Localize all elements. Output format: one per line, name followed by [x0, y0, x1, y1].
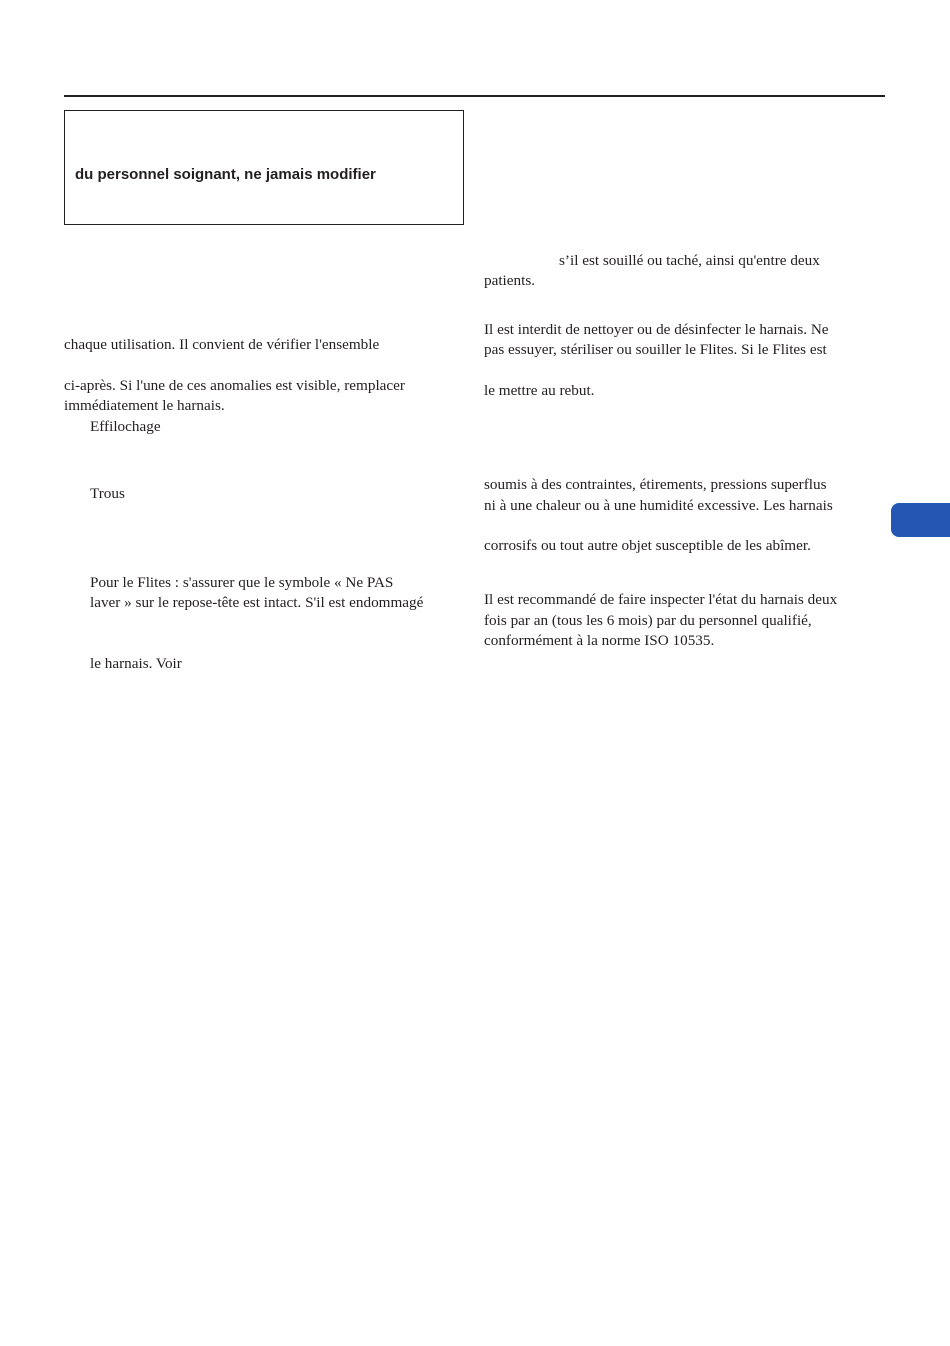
- right-para2-line2: pas essuyer, stériliser ou souiller le Flites. Si le Flites est: [484, 341, 827, 358]
- right-para1-line2: patients.: [484, 272, 536, 289]
- right-para1-line1: s’il est souillé ou taché, ainsi qu'entre deux: [559, 252, 820, 269]
- right-para2-line3: le mettre au rebut.: [484, 382, 595, 399]
- header-rule: [64, 95, 885, 97]
- list-item-holes: Trous: [90, 485, 125, 502]
- list-item-fraying: Effilochage: [90, 418, 161, 435]
- right-para4-line1: Il est recommandé de faire inspecter l'état du harnais deux: [484, 591, 838, 608]
- warning-box: [64, 110, 464, 225]
- list-item-flites-line1: Pour le Flites : s'assurer que le symbole « Ne PAS: [90, 574, 394, 591]
- right-para4-line2: fois par an (tous les 6 mois) par du personnel qualifié,: [484, 612, 812, 629]
- section-tab-marker: [891, 503, 950, 537]
- left-para1-line1: chaque utilisation. Il convient de vérifier l'ensemble: [64, 336, 380, 353]
- warning-text: du personnel soignant, ne jamais modifier: [75, 166, 376, 183]
- left-para1-line2: ci-après. Si l'une de ces anomalies est visible, remplacer: [64, 377, 405, 394]
- right-para4-line3: conformément à la norme ISO 10535.: [484, 632, 715, 649]
- right-para2-line1: Il est interdit de nettoyer ou de désinfecter le harnais. Ne: [484, 321, 829, 338]
- left-para1-line3: immédiatement le harnais.: [64, 397, 225, 414]
- right-para3-line3: corrosifs ou tout autre objet susceptible de les abîmer.: [484, 537, 811, 554]
- list-item-flites-line2: laver » sur le repose-tête est intact. S'il est endommagé: [90, 594, 424, 611]
- list-item-see-reference: le harnais. Voir: [90, 655, 182, 672]
- right-para3-line2: ni à une chaleur ou à une humidité excessive. Les harnais: [484, 497, 833, 514]
- right-para3-line1: soumis à des contraintes, étirements, pressions superflus: [484, 476, 827, 493]
